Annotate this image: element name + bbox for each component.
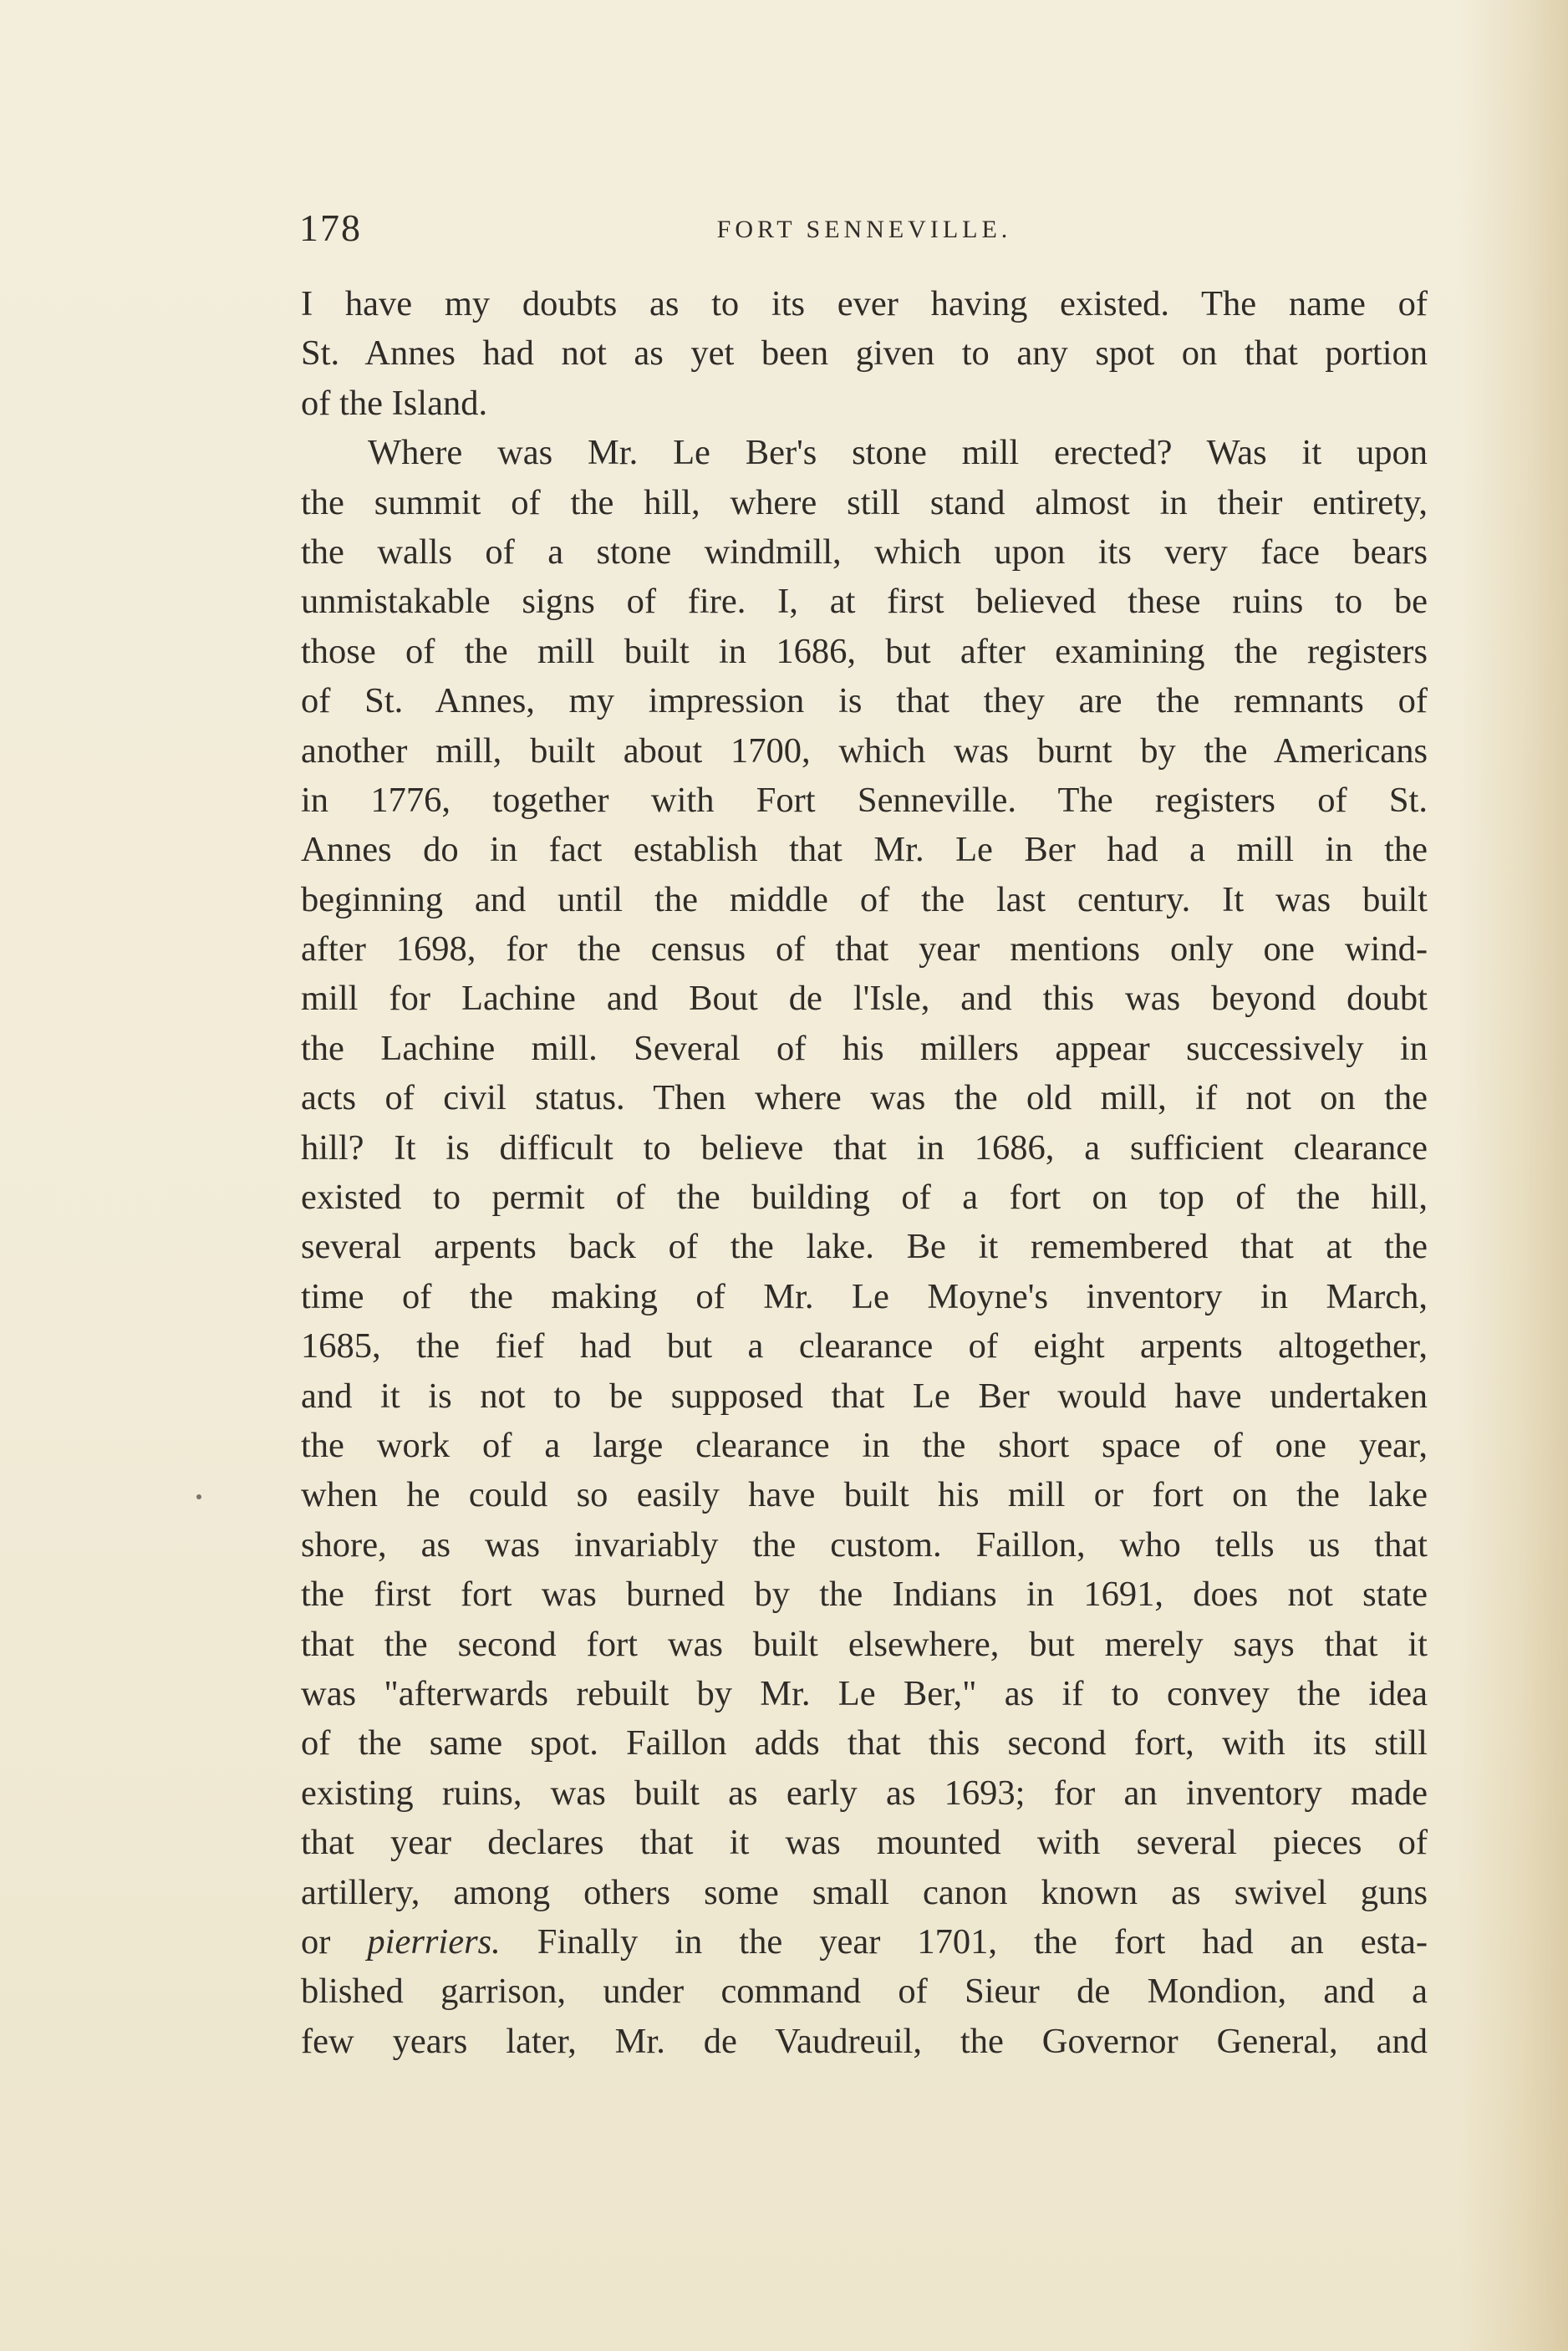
page-number: 178: [299, 206, 362, 249]
text-line: mill for Lachine and Bout de l'Isle, and this was beyond doubt: [301, 979, 1428, 1019]
text-line: was "afterwards rebuilt by Mr. Le Ber," as if to convey the idea: [301, 1673, 1428, 1713]
text-line: of the Island.: [301, 383, 488, 423]
text-line: and it is not to be supposed that Le Ber would have undertaken: [301, 1376, 1428, 1416]
line-text-before-italic: or: [301, 1921, 368, 1962]
text-line: artillery, among others some small canon known as swivel guns: [301, 1872, 1428, 1912]
text-line: existing ruins, was built as early as 1693; for an inventory made: [301, 1773, 1428, 1813]
margin-speck: [196, 1494, 201, 1499]
text-line-with-italic: [301, 1917, 1428, 1967]
body-text: [301, 279, 1428, 2066]
text-line: the summit of the hill, where still stand almost in their entirety,: [301, 482, 1428, 522]
text-line: unmistakable signs of fire. I, at first believed these ruins to be: [301, 582, 1428, 622]
text-line: when he could so easily have built his mill or fort on the lake: [301, 1475, 1428, 1515]
text-line: after 1698, for the census of that year mentions only one wind-: [301, 929, 1428, 969]
line-text-after-italic: Finally in the year 1701, the fort had an esta-: [500, 1921, 1428, 1962]
text-line: hill? It is difficult to believe that in 1686, a sufficient clearance: [301, 1127, 1428, 1168]
text-line: that year declares that it was mounted with several pieces of: [301, 1823, 1428, 1863]
text-line: I have my doubts as to its ever having existed. The name of: [301, 284, 1428, 323]
text-line: blished garrison, under command of Sieur de Mondion, and a: [301, 1972, 1428, 2012]
italic-term-pierriers: pierriers.: [367, 1921, 501, 1962]
text-line: beginning and until the middle of the last century. It was built: [301, 879, 1428, 919]
page-header: [299, 206, 1429, 256]
text-line: 1685, the fief had but a clearance of eight arpents altogether,: [301, 1326, 1428, 1366]
text-line: acts of civil status. Then where was the old mill, if not on the: [301, 1078, 1428, 1118]
text-line: that the second fort was built elsewhere, but merely says that it: [301, 1624, 1428, 1664]
text-line: of the same spot. Faillon adds that this second fort, with its still: [301, 1723, 1428, 1763]
text-line: shore, as was invariably the custom. Faillon, who tells us that: [301, 1524, 1428, 1565]
text-line: the walls of a stone windmill, which upon its very face bears: [301, 532, 1428, 572]
text-line: several arpents back of the lake. Be it remembered that at the: [301, 1227, 1428, 1267]
text-line: Where was Mr. Le Ber's stone mill erected? Was it upon: [368, 433, 1428, 473]
text-line: time of the making of Mr. Le Moyne's inventory in March,: [301, 1276, 1428, 1316]
text-line: in 1776, together with Fort Senneville. The registers of St.: [301, 780, 1428, 820]
text-line: Annes do in fact establish that Mr. Le Ber had a mill in the: [301, 830, 1428, 870]
running-title: FORT SENNEVILLE.: [716, 216, 1012, 243]
text-line: few years later, Mr. de Vaudreuil, the Governor General, and: [301, 2021, 1428, 2061]
text-line: of St. Annes, my impression is that they are the remnants of: [301, 681, 1428, 721]
text-line: St. Annes had not as yet been given to any spot on that portion: [301, 333, 1428, 374]
text-line: the first fort was burned by the Indians in 1691, does not state: [301, 1575, 1428, 1615]
text-line: another mill, built about 1700, which was burnt by the Americans: [301, 730, 1428, 771]
text-line: the Lachine mill. Several of his millers appear successively in: [301, 1028, 1428, 1068]
text-line: existed to permit of the building of a fort on top of the hill,: [301, 1178, 1428, 1218]
text-line: those of the mill built in 1686, but after examining the registers: [301, 631, 1428, 671]
text-line: the work of a large clearance in the short space of one year,: [301, 1425, 1428, 1465]
